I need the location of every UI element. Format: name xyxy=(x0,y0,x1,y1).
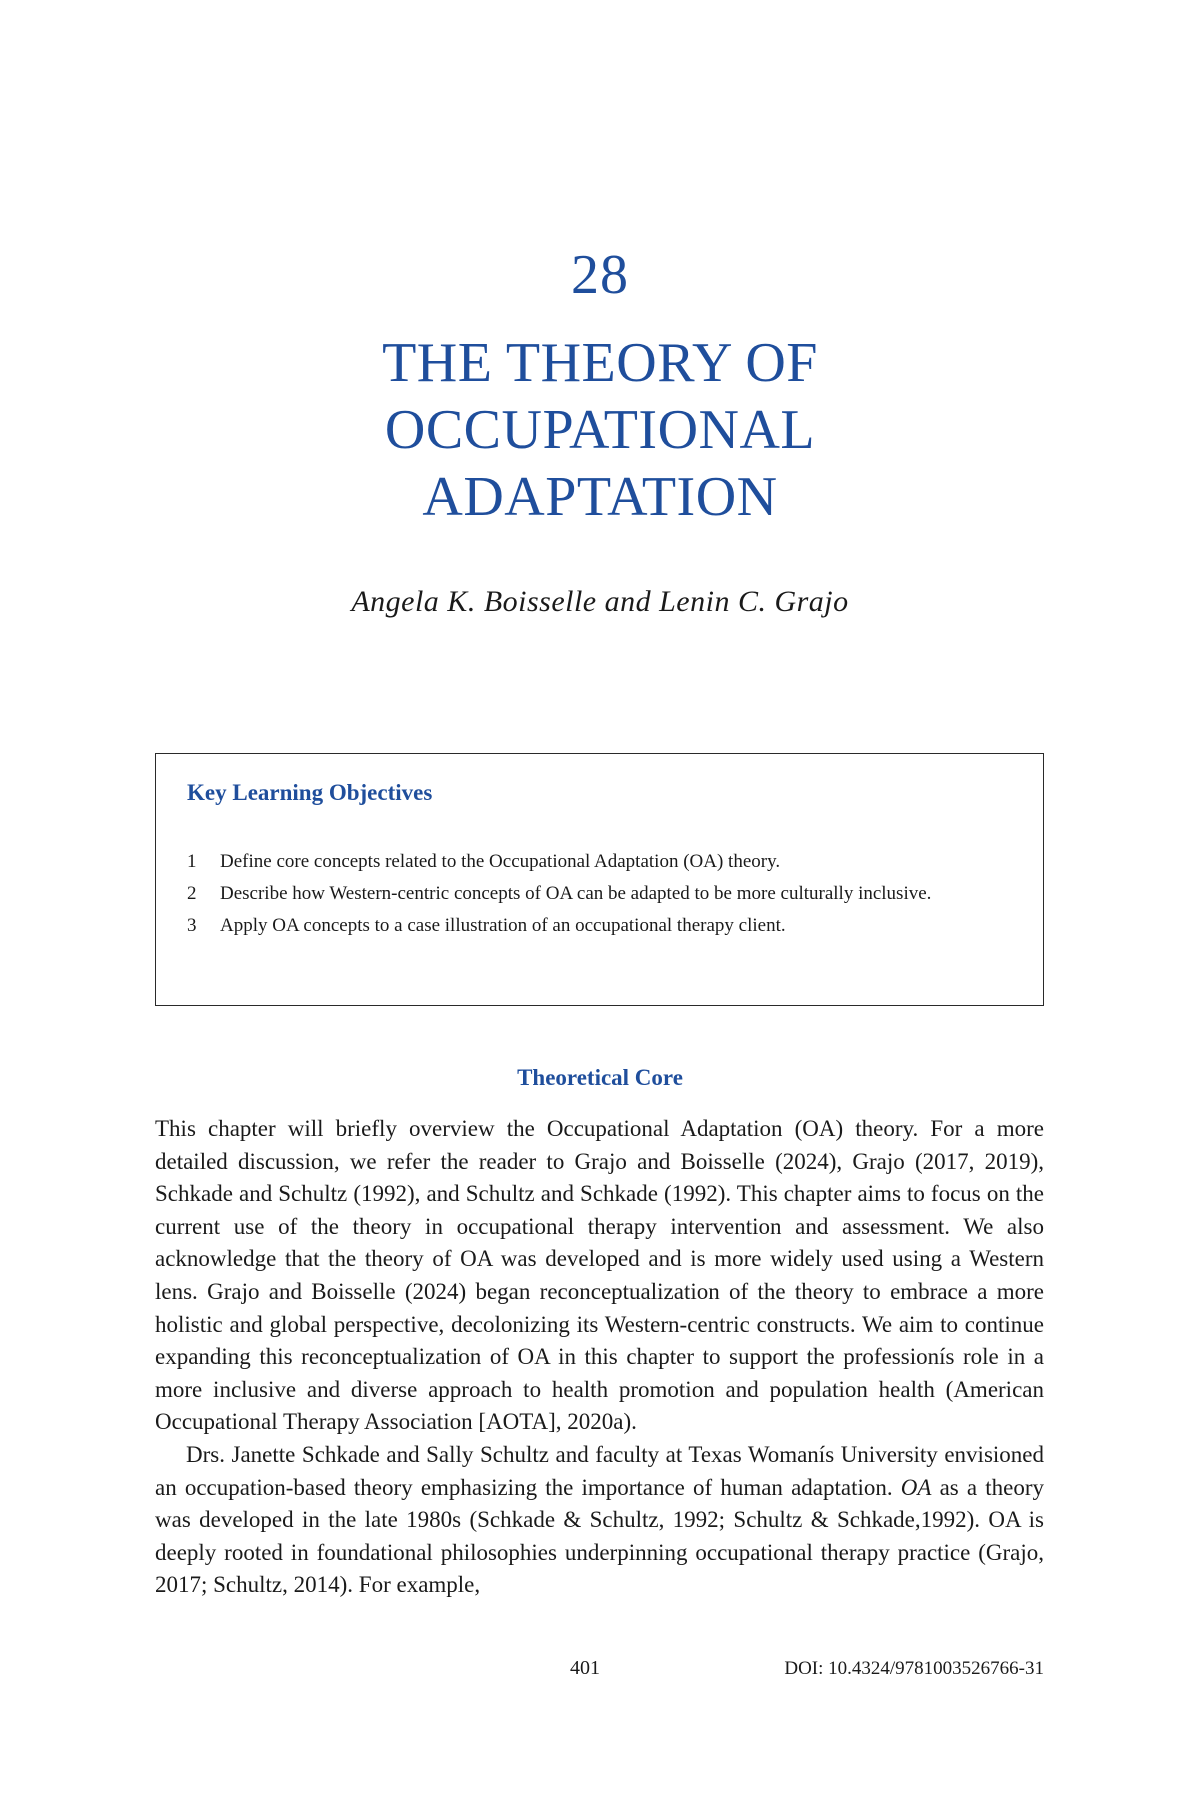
paragraph-2-text-start: Drs. Janette Schkade and Sally Schultz and faculty at Texas Womanís University envisioned an occupation-based theory emphasizing the importance of human adaptation. xyxy=(155,1441,1044,1500)
chapter-authors: Angela K. Boisselle and Lenin C. Grajo xyxy=(351,585,849,618)
objective-text: Describe how Western-centric concepts of OA can be adapted to be more culturally inclusive. xyxy=(220,883,932,904)
objective-text: Apply OA concepts to a case illustration of an occupational therapy client. xyxy=(220,915,786,936)
chapter-title-line-1: THE THEORY OF xyxy=(382,332,818,394)
chapter-title-line-3: ADAPTATION xyxy=(422,466,778,528)
chapter-title xyxy=(0,330,1200,531)
objectives-heading: Key Learning Objectives xyxy=(187,780,433,805)
section-heading: Theoretical Core xyxy=(517,1065,683,1090)
doi-reference: DOI: 10.4324/9781003526766-31 xyxy=(784,1658,1044,1679)
objective-number: 3 xyxy=(187,915,197,936)
objectives-list xyxy=(187,846,1017,942)
body-paragraph-2 xyxy=(155,1439,1044,1602)
objective-item xyxy=(187,846,1017,878)
chapter-title-line-2: OCCUPATIONAL xyxy=(384,399,816,461)
body-paragraph-1: This chapter will briefly overview the Occupational Adaptation (OA) theory. For a more detailed discussion, we refer the reader to Grajo and Boisselle (2024), Grajo (2017, 2019), Schkade and Schultz (1992), and Schultz and Schkade (1992). This chapter aims to focus on the current use of the theory in occupational therapy intervention and assessment. We also acknowledge that the theory of OA was developed and is more widely used using a Western lens. Grajo and Boisselle (2024) began reconceptualization of the theory to embrace a more holistic and global perspective, decolonizing its Western-centric constructs. We aim to continue expanding this reconceptualization of OA in this chapter to support the professionís role in a more inclusive and diverse approach to health promotion and population health (American Occupational Therapy Association [AOTA], 2020a). xyxy=(155,1116,1044,1435)
objective-item xyxy=(187,910,1017,942)
key-learning-objectives-box xyxy=(155,753,1044,1006)
objective-item xyxy=(187,878,1017,910)
objective-text: Define core concepts related to the Occupational Adaptation (OA) theory. xyxy=(220,851,781,872)
chapter-number: 28 xyxy=(571,244,629,306)
body-text xyxy=(155,1113,1044,1602)
page-number: 401 xyxy=(570,1657,600,1679)
paragraph-2-italic-term: OA xyxy=(900,1474,932,1500)
objective-number: 2 xyxy=(187,883,197,904)
objective-number: 1 xyxy=(187,851,197,872)
paragraph-2-text-end: as a theory was developed in the late 1980s (Schkade & Schultz, 1992; Schultz & Schkade,1992). OA is deeply rooted in foundational philosophies underpinning occupational therapy practice (Grajo, 2017; Schultz, 2014). For example, xyxy=(155,1474,1044,1598)
